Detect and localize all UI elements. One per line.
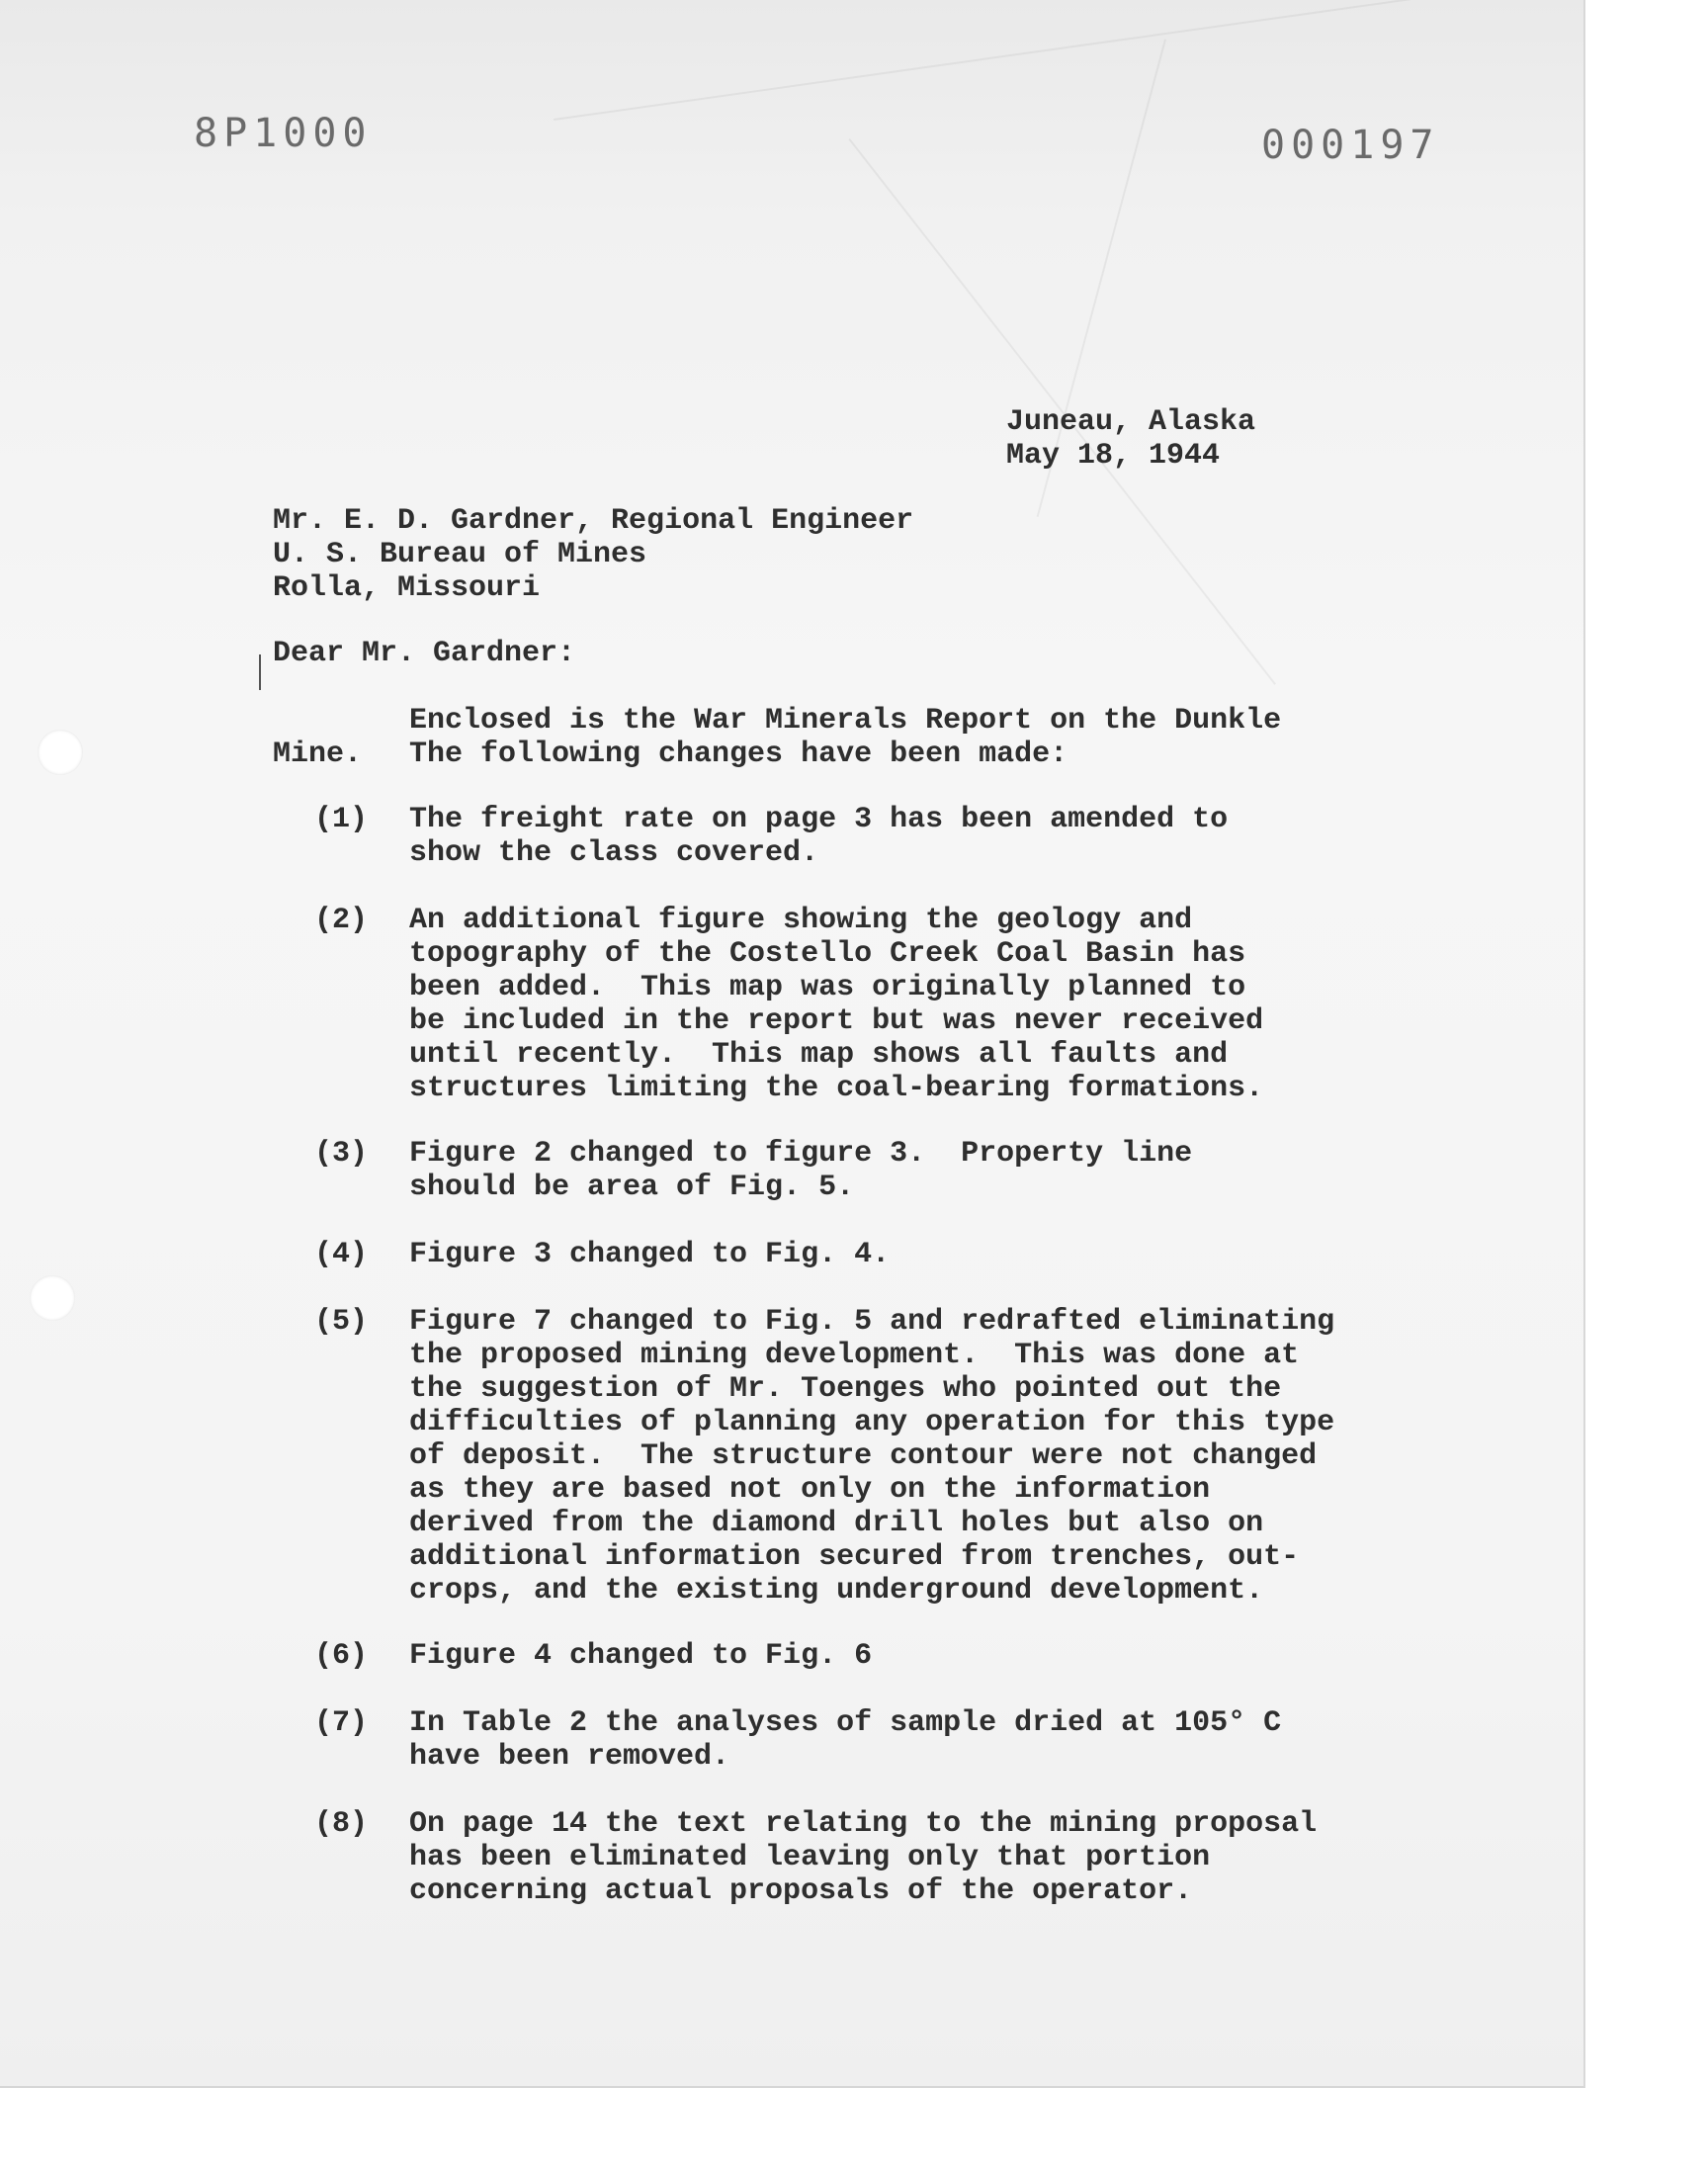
item-line: The freight rate on page 3 has been amended to	[409, 803, 1229, 836]
intro-lead: Mine.	[273, 738, 363, 771]
item-line: be included in the report but was never received	[409, 1004, 1264, 1038]
item-line: been added. This map was originally planned to	[409, 971, 1246, 1004]
paper-crease	[554, 0, 1631, 121]
item-number: (2)	[314, 904, 369, 937]
item-number: (4)	[314, 1238, 369, 1271]
item-line: concerning actual proposals of the operator.	[409, 1874, 1193, 1908]
dateline-date: May 18, 1944	[1006, 439, 1221, 473]
item-line: of deposit. The structure contour were not changed	[409, 1439, 1318, 1473]
item-body	[409, 1238, 1457, 1271]
recipient-line: Mr. E. D. Gardner, Regional Engineer	[273, 504, 914, 538]
recipient-line: Rolla, Missouri	[273, 571, 541, 605]
recipient-line: U. S. Bureau of Mines	[273, 538, 647, 571]
item-line: should be area of Fig. 5.	[409, 1171, 855, 1204]
document-stamp-right: 000197	[1261, 123, 1440, 168]
item-line: Figure 3 changed to Fig. 4.	[409, 1238, 891, 1271]
item-line: Figure 4 changed to Fig. 6	[409, 1639, 873, 1673]
item-number: (6)	[314, 1639, 369, 1673]
dateline-place: Juneau, Alaska	[1006, 405, 1256, 439]
item-line: derived from the diamond drill holes but also on	[409, 1507, 1264, 1540]
item-line: structures limiting the coal-bearing formations.	[409, 1072, 1264, 1105]
item-line: the suggestion of Mr. Toenges who pointed out the	[409, 1372, 1282, 1406]
margin-mark	[259, 654, 261, 690]
item-line: until recently. This map shows all faults and	[409, 1038, 1229, 1072]
item-body	[409, 803, 1457, 870]
item-line: In Table 2 the analyses of sample dried at 105° C	[409, 1706, 1282, 1740]
item-line: On page 14 the text relating to the mining proposal	[409, 1807, 1318, 1841]
salutation: Dear Mr. Gardner:	[273, 637, 576, 670]
item-line: the proposed mining development. This was done at	[409, 1339, 1300, 1372]
item-number: (7)	[314, 1706, 369, 1740]
punch-hole	[38, 730, 83, 775]
item-line: have been removed.	[409, 1740, 730, 1774]
item-number: (5)	[314, 1305, 369, 1339]
item-line: topography of the Costello Creek Coal Basin has	[409, 937, 1246, 971]
intro-line: The following changes have been made:	[409, 738, 1068, 771]
item-body	[409, 1305, 1457, 1608]
item-line: An additional figure showing the geology and	[409, 904, 1193, 937]
item-number: (1)	[314, 803, 369, 836]
item-line: Figure 2 changed to figure 3. Property line	[409, 1137, 1193, 1171]
item-line: show the class covered.	[409, 836, 819, 870]
item-line: Figure 7 changed to Fig. 5 and redrafted eliminating	[409, 1305, 1335, 1339]
item-body	[409, 1706, 1457, 1774]
item-number: (8)	[314, 1807, 369, 1841]
document-stamp-left: 8P1000	[194, 111, 373, 156]
item-line: as they are based not only on the information	[409, 1473, 1211, 1507]
item-body	[409, 1639, 1457, 1673]
punch-hole	[30, 1275, 75, 1321]
item-body	[409, 1807, 1457, 1908]
intro-line: Enclosed is the War Minerals Report on the Dunkle	[409, 704, 1282, 738]
item-line: crops, and the existing underground development.	[409, 1574, 1264, 1608]
item-line: additional information secured from trenches, out-	[409, 1540, 1300, 1574]
item-line: difficulties of planning any operation for this type	[409, 1406, 1335, 1439]
item-body	[409, 1137, 1457, 1204]
item-number: (3)	[314, 1137, 369, 1171]
item-line: has been eliminated leaving only that portion	[409, 1841, 1211, 1874]
item-body	[409, 904, 1457, 1105]
